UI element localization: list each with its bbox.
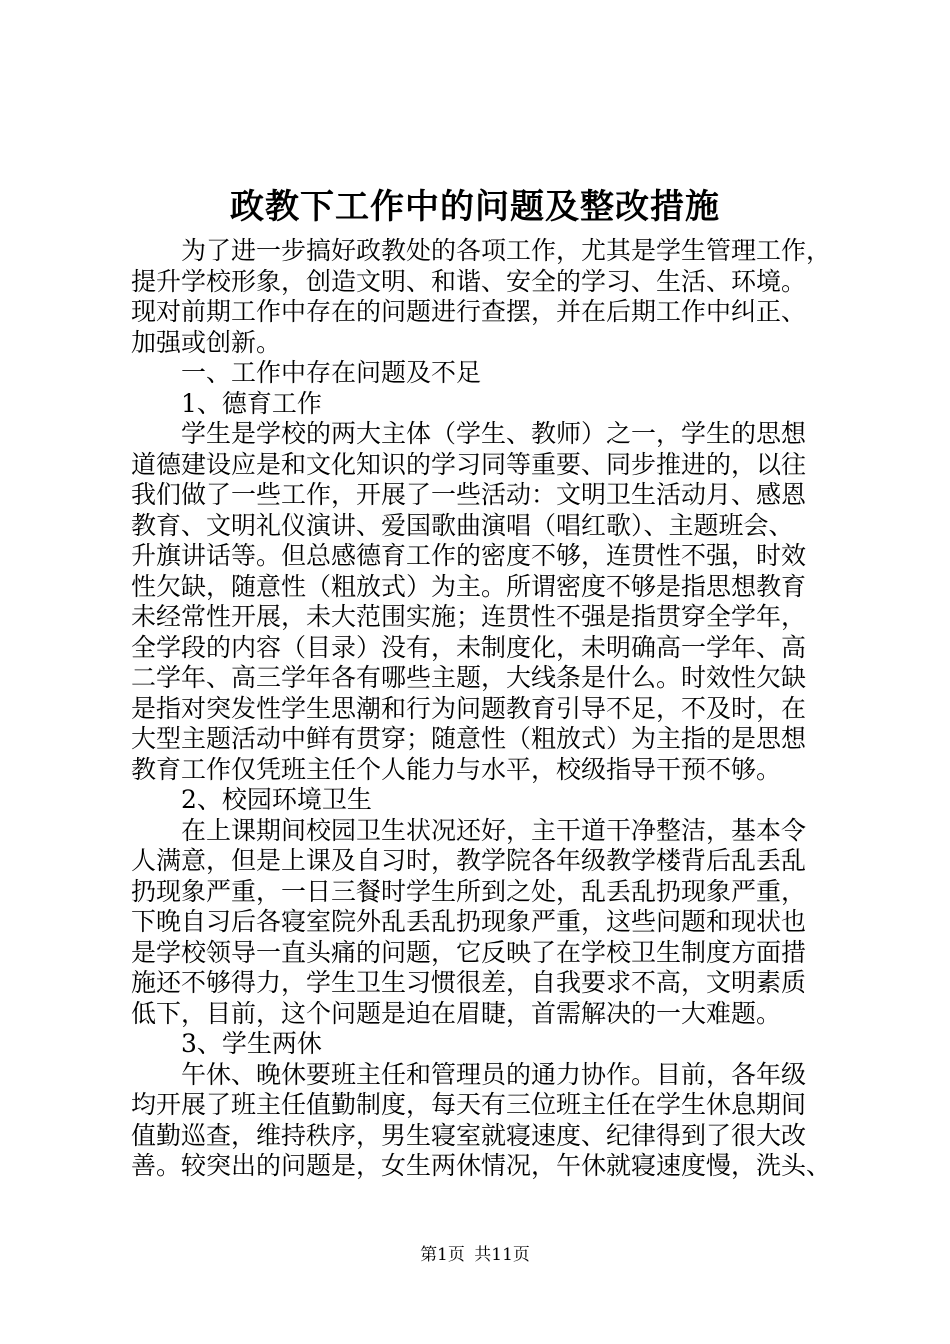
text-line: 是学校领导一直头痛的问题，它反映了在学校卫生制度方面措	[131, 937, 807, 967]
text-line: 一、工作中存在问题及不足	[181, 358, 482, 387]
text-line: 教育、文明礼仪演讲、爱国歌曲演唱（唱红歌）、主题班会、	[131, 510, 794, 540]
text-line: 扔现象严重，一日三餐时学生所到之处，乱丢乱扔现象严重，	[131, 876, 807, 906]
text-line: 学生是学校的两大主体（学生、教师）之一，学生的思想	[181, 419, 807, 448]
document-title: 政教下工作中的问题及整改措施	[230, 187, 720, 227]
text-line: 1、德育工作	[181, 388, 322, 418]
text-line: 善。较突出的问题是，女生两休情况，午休就寝速度慢，洗头、	[131, 1151, 832, 1180]
text-line: 值勤巡查，维持秩序，男生寝室就寝速度、纪律得到了很大改	[131, 1120, 807, 1150]
text-line: 施还不够得力，学生卫生习惯很差，自我要求不高，文明素质	[131, 968, 807, 997]
page-number: 第1页	[420, 1245, 465, 1265]
text-line: 在上课期间校园卫生状况还好，主干道干净整洁，基本令	[181, 815, 807, 845]
text-line: 我们做了一些工作，开展了一些活动：文明卫生活动月、感恩	[131, 480, 807, 509]
page-total: 共11页	[474, 1245, 530, 1265]
text-line: 低下，目前，这个问题是迫在眉睫，首需解决的一大难题。	[131, 998, 782, 1028]
text-line: 提升学校形象，创造文明、和谐、安全的学习、生活、环境。	[131, 266, 807, 296]
text-line: 3、学生两休	[181, 1029, 322, 1058]
text-line: 大型主题活动中鲜有贯穿；随意性（粗放式）为主指的是思想	[131, 724, 807, 753]
document-body	[131, 236, 851, 1182]
text-line: 2、校园环境卫生	[181, 785, 372, 814]
text-line: 升旗讲话等。但总感德育工作的密度不够，连贯性不强，时效	[131, 541, 807, 570]
text-line: 均开展了班主任值勤制度，每天有三位班主任在学生休息期间	[131, 1090, 807, 1119]
text-line: 道德建设应是和文化知识的学习同等重要、同步推进的，以往	[131, 449, 807, 479]
text-line: 性欠缺，随意性（粗放式）为主。所谓密度不够是指思想教育	[131, 571, 807, 601]
text-line: 加强或创新。	[131, 327, 282, 357]
text-line: 现对前期工作中存在的问题进行查摆，并在后期工作中纠正、	[131, 297, 807, 326]
text-line: 全学段的内容（目录）没有，未制度化，未明确高一学年、高	[131, 632, 807, 662]
text-line: 为了进一步搞好政教处的各项工作，尤其是学生管理工作，	[181, 236, 832, 265]
text-line: 下晚自习后各寝室院外乱丢乱扔现象严重，这些问题和现状也	[131, 907, 807, 936]
text-line: 未经常性开展，未大范围实施；连贯性不强是指贯穿全学年，	[131, 602, 807, 631]
page-footer	[0, 1243, 950, 1267]
text-line: 二学年、高三学年各有哪些主题，大线条是什么。时效性欠缺	[131, 663, 807, 692]
text-line: 人满意，但是上课及自习时，教学院各年级教学楼背后乱丢乱	[131, 846, 807, 875]
text-line: 是指对突发性学生思潮和行为问题教育引导不足，不及时，在	[131, 693, 807, 723]
text-line: 午休、晚休要班主任和管理员的通力协作。目前，各年级	[181, 1059, 807, 1089]
text-line: 教育工作仅凭班主任个人能力与水平，校级指导干预不够。	[131, 754, 782, 784]
